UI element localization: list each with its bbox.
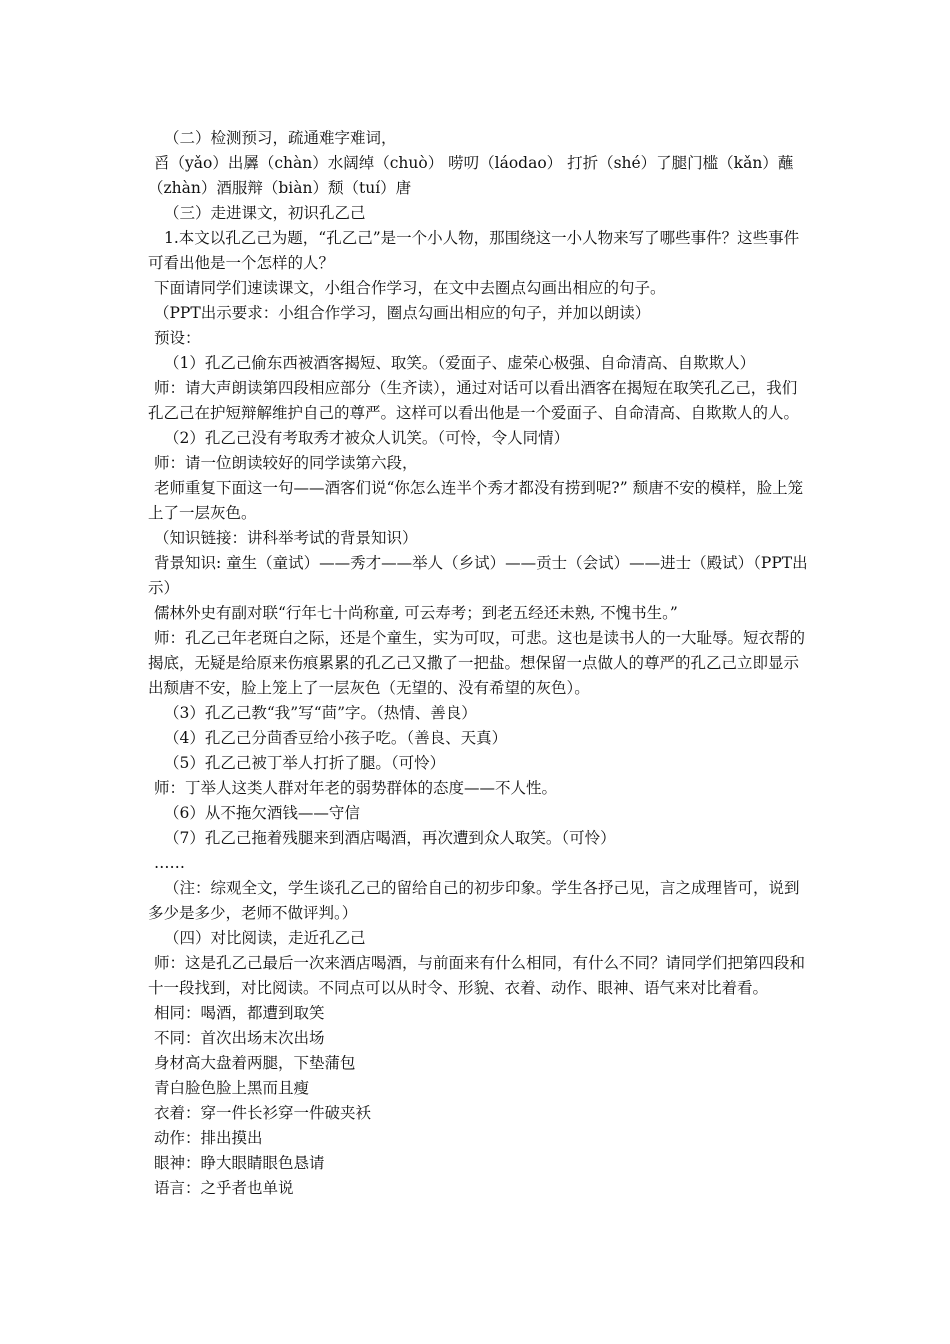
section-heading-3: （三）走进课文，初识孔乙己 — [164, 204, 366, 222]
comparison-clothing: 衣着：穿一件长衫穿一件破夹袄 — [154, 1104, 372, 1122]
section-heading-2: （二）检测预习，疏通难字难词， — [164, 129, 397, 147]
comparison-language: 语言：之乎者也单说 — [154, 1179, 294, 1197]
document-body — [148, 126, 808, 1201]
vocab-paragraph: 舀（yǎo）出羼（chàn）水阔绰（chuò） 唠叨（láodao） 打折（shé）了腿门槛（kǎn）蘸（zhàn）酒服辩（biàn）颓（tuí）唐 — [148, 154, 794, 197]
comparison-different: 不同：首次出场末次出场 — [154, 1029, 325, 1047]
event-7: （7）孔乙己拖着残腿来到酒店喝酒，再次遭到众人取笑。（可怜） — [164, 829, 616, 847]
comparison-face: 青白脸色脸上黑而且瘦 — [154, 1079, 310, 1097]
teacher-note-4: 师：丁举人这类人群对年老的弱势群体的态度——不人性。 — [154, 779, 558, 797]
teacher-note-1: 师：请大声朗读第四段相应部分（生齐读），通过对话可以看出酒客在揭短在取笑孔乙己，我们孔乙己在护短辩解维护自己的尊严。这样可以看出他是一个爱面子、自命清高、自欺欺人的人。 — [148, 379, 800, 422]
event-5: （5）孔乙己被丁举人打折了腿。（可怜） — [164, 754, 446, 772]
event-4: （4）孔乙己分茴香豆给小孩子吃。（善良、天真） — [164, 729, 508, 747]
knowledge-link: （知识链接：讲科举考试的背景知识） — [154, 529, 418, 547]
couplet: 儒林外史有副对联“行年七十尚称童, 可云寿考；到老五经还未熟, 不愧书生。” — [154, 604, 678, 622]
summary-note: （注：综观全文，学生谈孔乙己的留给自己的初步印象。学生各抒己见，言之成理皆可，说到多少是多少，老师不做评判。） — [148, 879, 800, 922]
comparison-eyes: 眼神：睁大眼睛眼色恳请 — [154, 1154, 325, 1172]
comparison-figure: 身材高大盘着两腿，下垫蒲包 — [154, 1054, 356, 1072]
teacher-note-2: 师：请一位朗读较好的同学读第六段， — [154, 454, 418, 472]
preset-label: 预设： — [154, 329, 201, 347]
section-heading-4: （四）对比阅读，走近孔乙己 — [164, 929, 366, 947]
event-6: （6）从不拖欠酒钱——守信 — [164, 804, 360, 822]
teacher-quote: 老师重复下面这一句——酒客们说“你怎么连半个秀才都没有捞到呢?” 颓唐不安的模样，脸上笼上了一层灰色。 — [148, 479, 804, 522]
event-2: （2）孔乙己没有考取秀才被众人讥笑。（可怜，令人同情） — [164, 429, 570, 447]
ppt-requirement: （PPT出示要求：小组合作学习，圈点勾画出相应的句子，并加以朗读） — [154, 304, 651, 322]
instruction-text: 下面请同学们速读课文，小组合作学习，在文中去圈点勾画出相应的句子。 — [154, 279, 666, 297]
question-1: 1.本文以孔乙己为题，“孔乙己”是一个小人物，那围绕这一小人物来写了哪些事件？这些事件可看出他是一个怎样的人？ — [148, 229, 800, 272]
comparison-same: 相同：喝酒，都遭到取笑 — [154, 1004, 325, 1022]
event-3: （3）孔乙己教“我”写“茴”字。（热情、善良） — [164, 704, 477, 722]
ellipsis: …… — [154, 854, 185, 872]
event-1: （1）孔乙己偷东西被酒客揭短、取笑。（爱面子、虚荣心极强、自命清高、自欺欺人） — [164, 354, 756, 372]
comparison-action: 动作：排出摸出 — [154, 1129, 263, 1147]
teacher-note-3: 师：孔乙己年老斑白之际，还是个童生，实为可叹，可悲。这也是读书人的一大耻辱。短衣帮的揭底，无疑是给原来伤痕累累的孔乙己又撒了一把盐。想保留一点做人的尊严的孔乙己立即显示出颓唐不安，脸上笼上了一层灰色（无望的、没有希望的灰色）。 — [148, 629, 806, 697]
teacher-note-5: 师：这是孔乙己最后一次来酒店喝酒，与前面来有什么相同，有什么不同？请同学们把第四段和十一段找到，对比阅读。不同点可以从时令、形貌、衣着、动作、眼神、语气来对比着看。 — [148, 954, 806, 997]
background-knowledge: 背景知识: 童生（童试）——秀才——举人（乡试）——贡士（会试）——进士（殿试）（PPT出示） — [148, 554, 808, 597]
